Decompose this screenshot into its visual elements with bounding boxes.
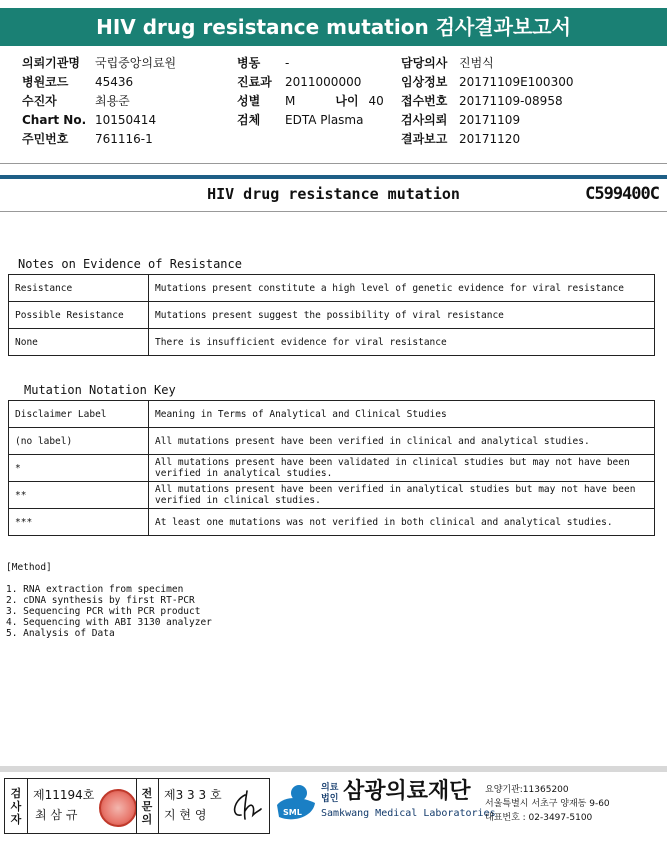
info-value: EDTA Plasma [285,113,364,127]
method-section [6,562,212,639]
divider [27,779,28,833]
info-label: 담당의사 [401,56,448,70]
info-label: 병동 [237,56,261,70]
info-row [237,92,384,111]
table-cell: Mutations present suggest the possibility of viral resistance [149,302,655,329]
age-value: 40 [368,94,384,108]
corp-english-name: Samkwang Medical Laboratories [321,808,496,819]
report-subtitle [0,182,667,212]
corp-info [485,783,610,825]
info-label: Chart No. [22,113,87,127]
specialist-license: 제3 3 3 호 [164,788,222,802]
info-value: 2011000000 [285,75,362,89]
info-label: 성별 [237,94,261,108]
info-value: 10150414 [95,113,157,127]
table-row [9,329,655,356]
info-row [22,111,176,130]
info-label: 진료과 [237,75,272,89]
signature-icon [227,787,265,825]
table-row [9,428,655,455]
divider [0,211,667,212]
info-label: 병원코드 [22,75,69,89]
info-label: 주민번호 [22,132,69,146]
method-step: 4. Sequencing with ABI 3130 analyzer [6,617,212,628]
info-label: 검사의뢰 [401,113,448,127]
subtitle-text: HIV drug resistance mutation [207,185,460,203]
info-row [401,73,573,92]
table-row [9,302,655,329]
corp-type: 의료법인 [321,783,339,804]
table-row [9,455,655,482]
info-label: 접수번호 [401,94,448,108]
info-value: 20171109-08958 [459,94,563,108]
info-row [22,54,176,73]
info-row [401,92,573,111]
info-value: 761116-1 [95,132,153,146]
info-row [22,73,176,92]
table-cell: Disclaimer Label [9,401,149,428]
section-divider [0,175,667,179]
info-row [401,130,573,149]
info-value: 최용준 [95,94,130,108]
table-row [9,275,655,302]
table-cell: Possible Resistance [9,302,149,329]
signature-box [4,778,270,834]
divider [0,163,667,164]
info-value: 45436 [95,75,134,89]
table-cell: There is insufficient evidence for viral resistance [149,329,655,356]
table-row [9,509,655,536]
info-label: 의뢰기관명 [22,56,80,70]
table-cell: *** [9,509,149,536]
table-cell: Meaning in Terms of Analytical and Clinical Studies [149,401,655,428]
table-row [9,482,655,509]
age-label: 나이 [335,94,359,108]
info-value: 국립중앙의료원 [95,56,177,70]
info-value: 20171109 [459,113,521,127]
corp-info-line: 대표번호 : 02-3497-5100 [485,813,593,823]
info-value: - [285,56,290,70]
table-cell: All mutations present have been verified in analytical studies but may not have been verified in clinical studies. [149,482,655,509]
info-label: 검체 [237,113,261,127]
seal-stamp [99,789,137,827]
examiner-label: 검사자 [10,787,22,826]
table-cell: * [9,455,149,482]
patient-info-col1 [22,54,176,149]
info-row [401,111,573,130]
test-code: C599400C [585,184,659,204]
table-cell: Resistance [9,275,149,302]
info-row [22,92,176,111]
evidence-title: Notes on Evidence of Resistance [18,257,242,271]
logo-text: SML [283,808,302,817]
info-label: 임상정보 [401,75,448,89]
notation-table [8,400,655,536]
info-row [22,130,176,149]
table-cell: ** [9,482,149,509]
info-row [401,54,573,73]
sml-logo-icon [273,779,319,825]
table-cell: (no label) [9,428,149,455]
table-cell: All mutations present have been validated in clinical studies but may not have been verified in analytical studies. [149,455,655,482]
info-value: M [285,94,296,108]
notation-title: Mutation Notation Key [24,383,176,397]
patient-info-col3 [401,54,573,149]
method-step: 1. RNA extraction from specimen [6,584,184,595]
method-step: 2. cDNA synthesis by first RT-PCR [6,595,195,606]
specialist-name: 지 현 영 [164,808,207,822]
table-row [9,401,655,428]
info-row [237,73,384,92]
report-title: HIV drug resistance mutation 검사결과보고서 [0,8,667,46]
corp-info-line: 서울특별시 서초구 양재동 9-60 [485,799,610,809]
info-value: 20171120 [459,132,521,146]
evidence-table [8,274,655,356]
info-label: 수진자 [22,94,57,108]
examiner-license: 제11194호 [33,788,95,802]
examiner-name: 최 삼 규 [35,808,78,822]
info-value: 20171109E100300 [459,75,574,89]
table-cell: All mutations present have been verified in clinical and analytical studies. [149,428,655,455]
table-cell: At least one mutations was not verified in both clinical and analytical studies. [149,509,655,536]
method-step: 5. Analysis of Data [6,628,115,639]
footer-divider [0,766,667,772]
method-title: [Method] [6,562,52,573]
info-row [237,111,384,130]
specialist-label: 전문의 [141,787,153,826]
table-cell: None [9,329,149,356]
divider [158,779,159,833]
info-row [237,54,384,73]
method-step: 3. Sequencing PCR with PCR product [6,606,201,617]
info-label: 결과보고 [401,132,448,146]
corp-name: 삼광의료재단 [343,779,471,804]
table-cell: Mutations present constitute a high level of genetic evidence for viral resistance [149,275,655,302]
info-value: 진범식 [459,56,494,70]
corp-info-line: 요양기관:11365200 [485,785,569,795]
divider [136,779,137,833]
patient-info-col2 [237,54,384,130]
